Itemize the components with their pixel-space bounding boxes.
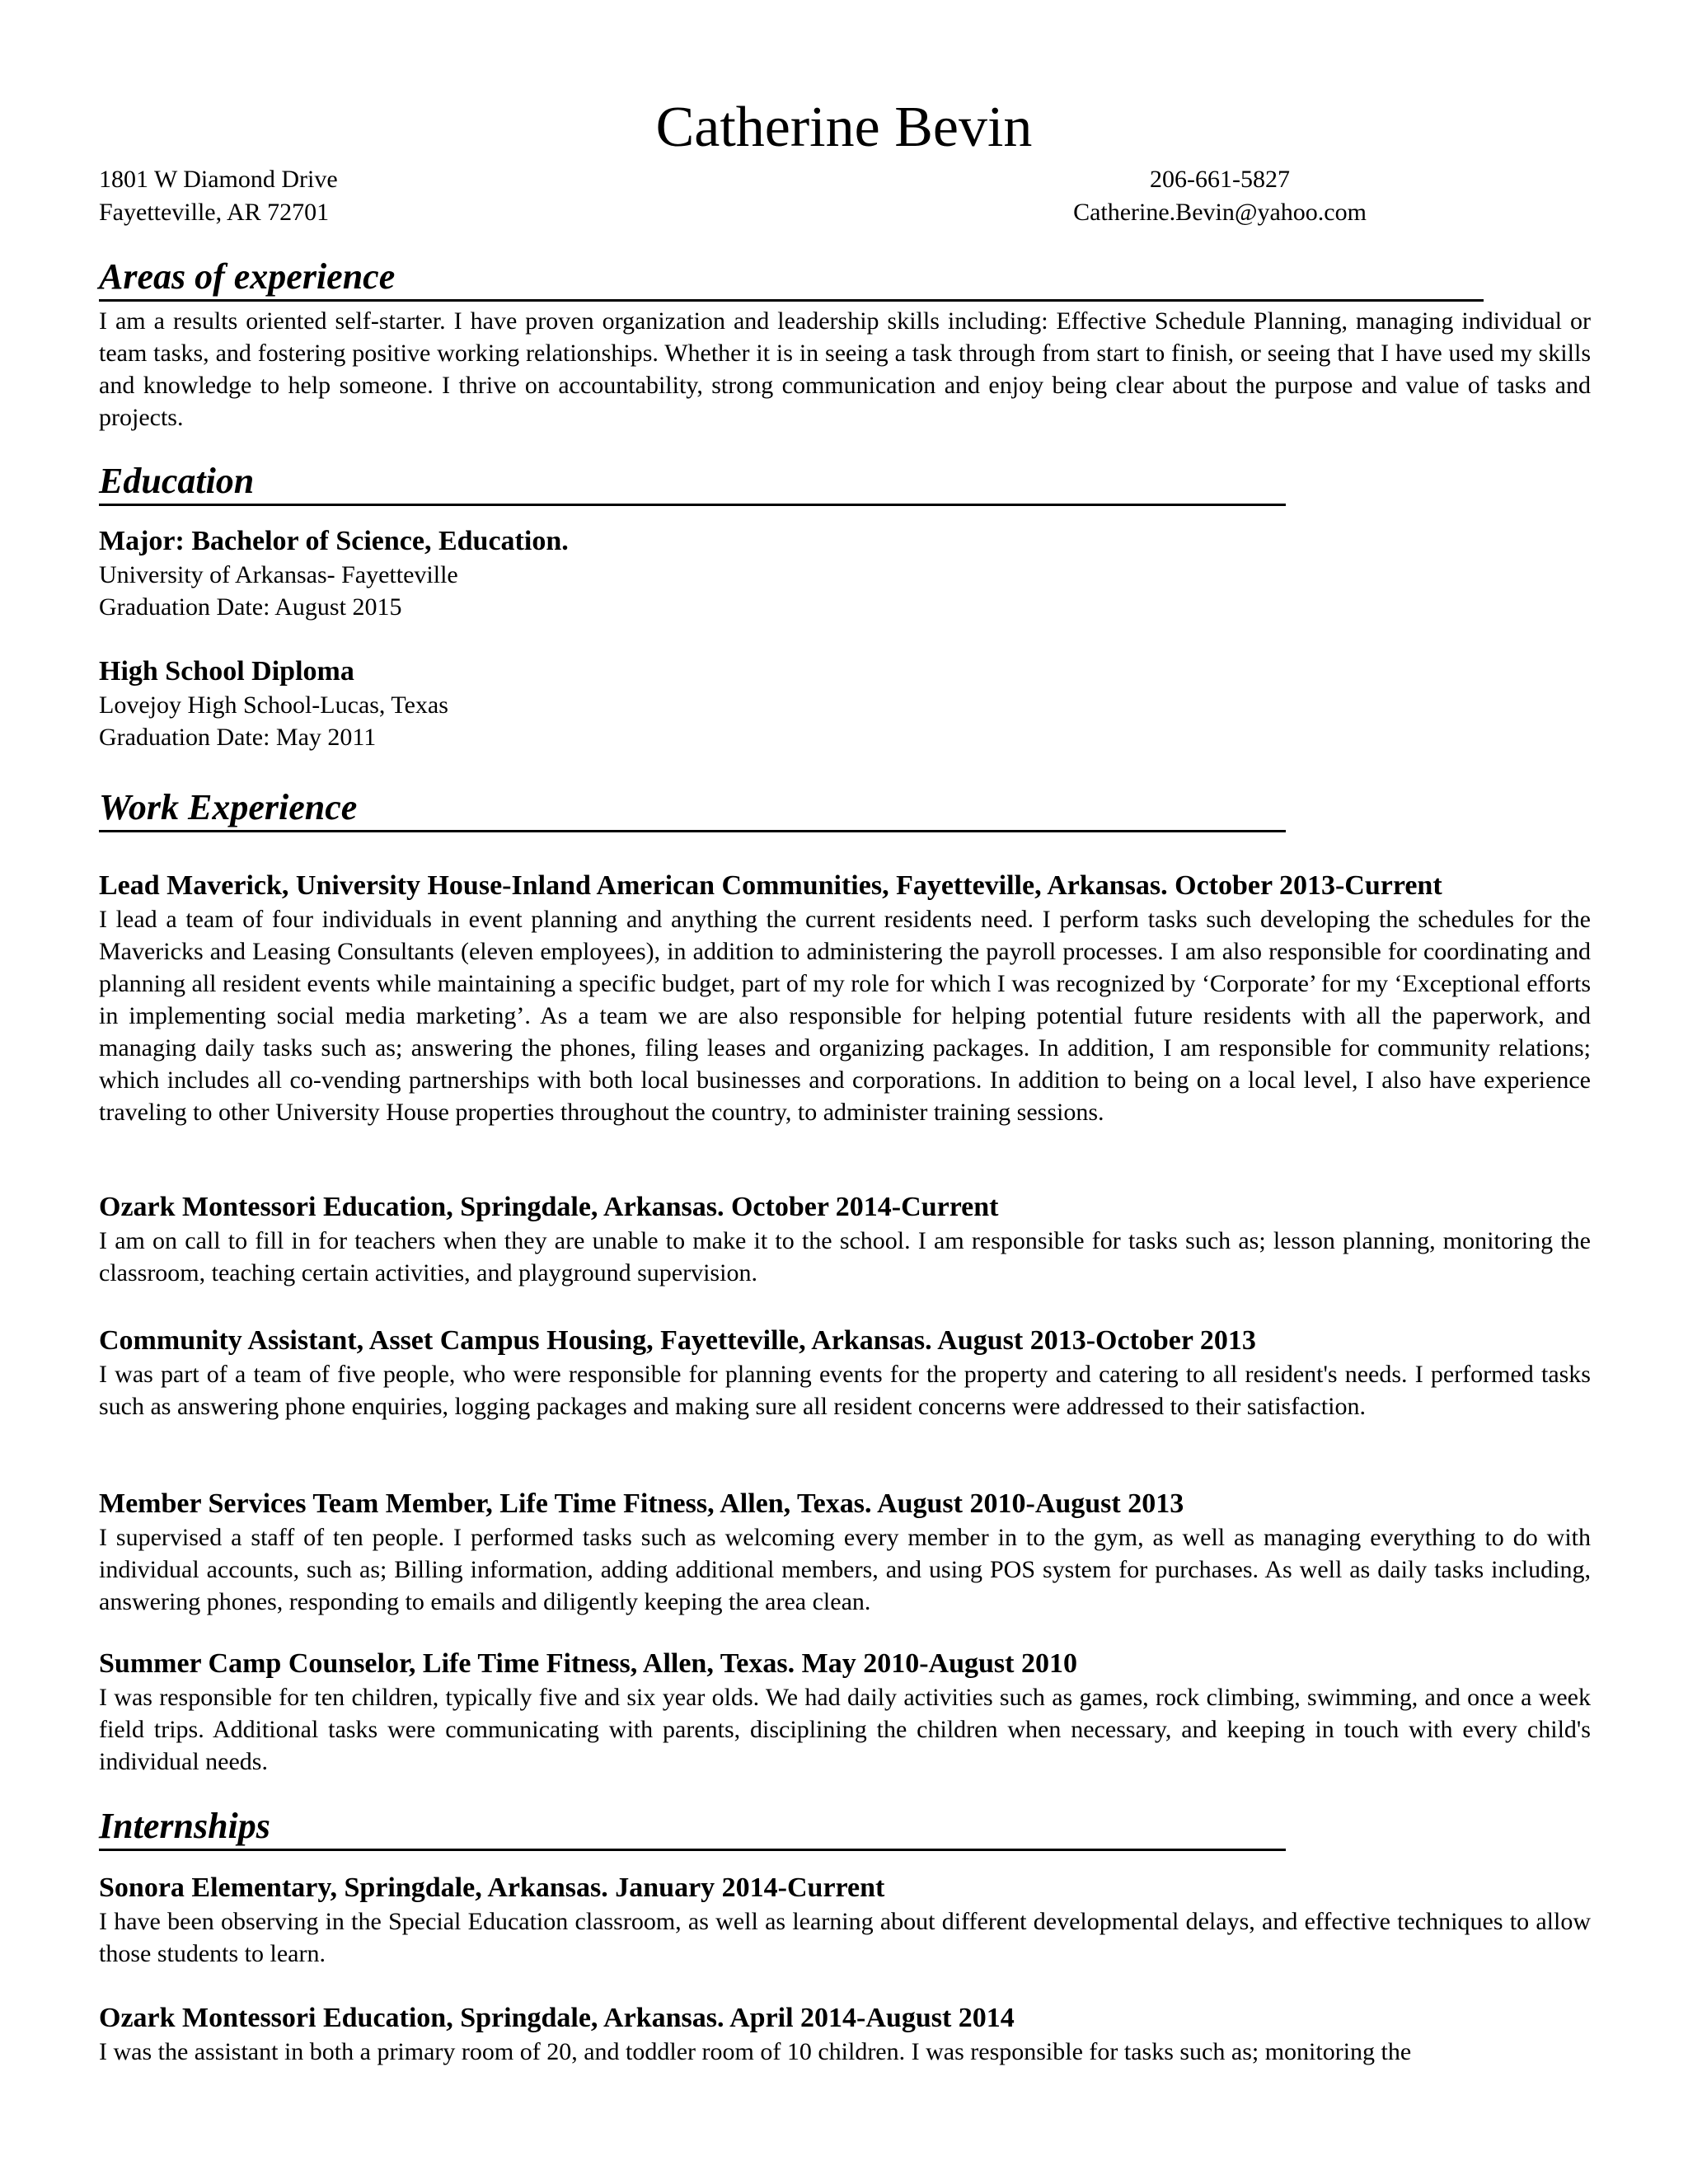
work-title: Lead Maverick, University House-Inland American Communities, Fayetteville, Arkansas. October 2013-Current — [99, 870, 1442, 901]
section-heading-education: Education — [99, 458, 1286, 506]
work-description: I lead a team of four individuals in event planning and anything the current residents need. I perform tasks such developing the schedules for the Mavericks and Leasing Consultants (eleven employees), in addition to administering the payroll processes. I am also responsible for coordinating and planning all resident events while maintaining a specific budget, part of my role for which I was recognized by ‘Corporate’ for my ‘Exceptional efforts in implementing social media marketing’. As a team we are also responsible for helping potential future residents with all the paperwork, and managing daily tasks such as; answering the phones, filing leases and organizing packages. In addition, I am responsible for community relations; which includes all co-vending partnerships with both local businesses and corporations. In addition to being on a local level, I also have experience traveling to other University House properties throughout the country, to administer training sessions. — [99, 906, 1591, 1126]
address-line-2: Fayetteville, AR 72701 — [99, 199, 330, 226]
work-title: Community Assistant, Asset Campus Housing, Fayetteville, Arkansas. August 2013-October 2013 — [99, 1325, 1256, 1356]
work-title: Ozark Montessori Education, Springdale, Arkansas. October 2014-Current — [99, 1192, 999, 1222]
work-title: Member Services Team Member, Life Time Fitness, Allen, Texas. August 2010-August 2013 — [99, 1488, 1184, 1519]
education-entry-degree — [99, 524, 1591, 623]
section-heading-areas: Areas of experience — [99, 254, 1484, 302]
resume-name: Catherine Bevin — [655, 96, 1033, 159]
internship-description: I was the assistant in both a primary room of 20, and toddler room of 10 children. I was responsible for tasks such as; monitoring the — [99, 2038, 1412, 2065]
address-line-1: 1801 W Diamond Drive — [99, 166, 338, 193]
education-title: High School Diploma — [99, 656, 354, 687]
contact-block — [1055, 163, 1385, 229]
internship-description: I have been observing in the Special Education classroom, as well as learning about different developmental delays, and effective techniques to allow those students to learn. — [99, 1908, 1591, 1967]
work-title: Summer Camp Counselor, Life Time Fitness, Allen, Texas. May 2010-August 2010 — [99, 1648, 1077, 1679]
work-description: I was part of a team of five people, who were responsible for planning events for the property and catering to all resident's needs. I performed tasks such as answering phone enquiries, logging packages and making sure all resident concerns were addressed to their satisfaction. — [99, 1361, 1591, 1420]
internship-title: Ozark Montessori Education, Springdale, Arkansas. April 2014-August 2014 — [99, 2003, 1015, 2033]
work-entry — [99, 1487, 1591, 1618]
areas-paragraph: I am a results oriented self-starter. I have proven organization and leadership skills including: Effective Schedule Planning, managing individual or team tasks, and fostering positive working relationships. Whether it is in seeing a task through from start to finish, or seeing that I have used my skills and knowledge to help someone. I thrive on accountability, strong communication and enjoy being clear about the purpose and value of tasks and projects. — [99, 307, 1591, 431]
email-address[interactable]: Catherine.Bevin@yahoo.com — [1073, 199, 1367, 226]
education-school: University of Arkansas- Fayetteville — [99, 561, 458, 588]
work-description: I am on call to fill in for teachers when they are unable to make it to the school. I am responsible for tasks such as; lesson planning, monitoring the classroom, teaching certain activities, and playground supervision. — [99, 1227, 1591, 1286]
work-description: I supervised a staff of ten people. I performed tasks such as welcoming every member in to the gym, as well as managing everything to do with individual accounts, such as; Billing information, adding additional members, and using POS system for purchases. As well as daily tasks including, answering phones, responding to emails and diligently keeping the area clean. — [99, 1524, 1591, 1615]
education-date: Graduation Date: May 2011 — [99, 724, 377, 751]
education-date: Graduation Date: August 2015 — [99, 593, 402, 621]
section-heading-work: Work Experience — [99, 785, 1286, 832]
work-entry — [99, 1324, 1591, 1422]
work-entry — [99, 869, 1591, 1128]
internship-entry — [99, 1871, 1591, 1970]
address-block — [99, 163, 338, 229]
work-entry — [99, 1647, 1591, 1778]
work-description: I was responsible for ten children, typically five and six year olds. We had daily activities such as games, rock climbing, swimming, and once a week field trips. Additional tasks were communicating with parents, disciplining the children when necessary, and keeping in touch with every child's individual needs. — [99, 1684, 1591, 1775]
phone-number: 206-661-5827 — [1150, 166, 1290, 193]
internship-title: Sonora Elementary, Springdale, Arkansas. January 2014-Current — [99, 1872, 885, 1903]
section-heading-internships: Internships — [99, 1803, 1286, 1851]
education-entry-highschool — [99, 654, 1591, 753]
education-title: Major: Bachelor of Science, Education. — [99, 526, 569, 556]
education-school: Lovejoy High School-Lucas, Texas — [99, 691, 448, 719]
work-entry — [99, 1190, 1591, 1289]
internship-entry — [99, 2001, 1591, 2068]
